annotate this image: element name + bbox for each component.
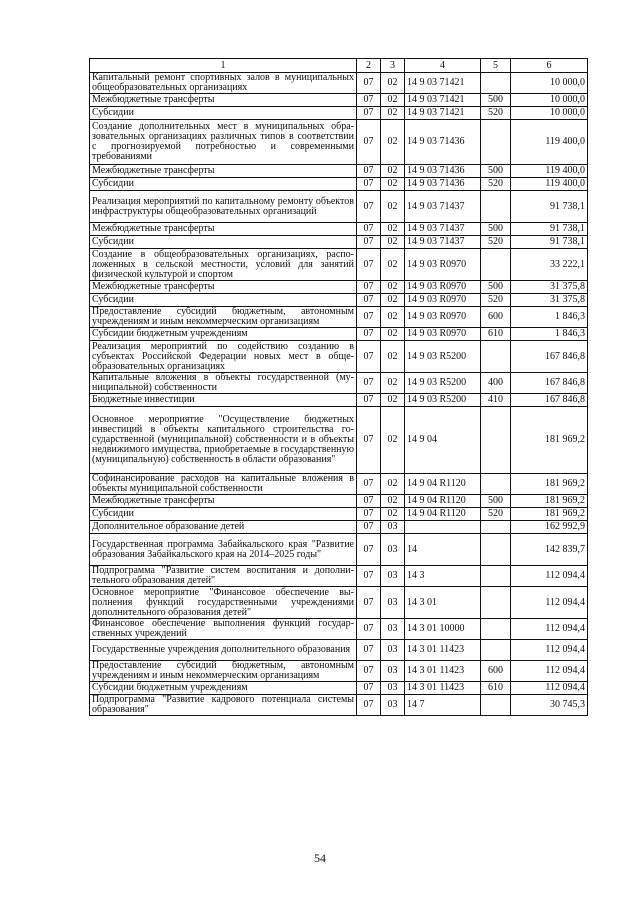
row-amount-cell: 112 094,4 [511,682,588,695]
table-row [90,474,588,495]
row-section-cell: 07 [357,495,381,508]
row-section-cell: 07 [357,407,381,474]
row-expense-type-cell: 400 [481,373,511,394]
row-amount-cell: 10 000,0 [511,94,588,107]
row-expense-type-cell [481,191,511,223]
row-amount-cell: 119 400,0 [511,120,588,165]
row-name-cell: Субсидии [90,508,357,521]
row-expense-type-cell [481,474,511,495]
row-section-cell: 07 [357,281,381,294]
row-subsection-cell: 03 [381,695,405,716]
row-amount-cell: 1 846,3 [511,307,588,328]
row-expense-type-cell: 500 [481,223,511,236]
table-row [90,508,588,521]
row-section-cell: 07 [357,394,381,407]
table-row [90,587,588,619]
row-name-cell: Субсидии бюджетным учреждениям [90,328,357,341]
row-name-cell: Создание дополнительных мест в муниципальных образовательных организациях различных типов в соответствии с прогнозируемой потребностью и современными требованиями [90,120,357,165]
row-expense-type-cell [481,640,511,661]
row-name-cell: Финансовое обеспечение выполнения функций государственных учреждений [90,619,357,640]
row-subsection-cell: 02 [381,294,405,307]
row-name-cell: Межбюджетные трансферты [90,281,357,294]
table-row [90,178,588,191]
row-section-cell: 07 [357,474,381,495]
header-col-3: 3 [381,59,405,73]
row-expense-type-cell [481,534,511,566]
row-amount-cell: 167 846,8 [511,341,588,373]
row-target-code-cell: 14 3 01 [405,587,481,619]
row-subsection-cell: 02 [381,178,405,191]
row-subsection-cell: 02 [381,281,405,294]
row-expense-type-cell: 500 [481,281,511,294]
row-section-cell: 07 [357,307,381,328]
row-subsection-cell: 03 [381,682,405,695]
row-section-cell: 07 [357,73,381,94]
row-target-code-cell: 14 9 03 R5200 [405,394,481,407]
row-section-cell: 07 [357,178,381,191]
row-name-cell: Предоставление субсидий бюджетным, автономным учреждениям и иным некоммерческим организациям [90,661,357,682]
row-section-cell: 07 [357,341,381,373]
row-target-code-cell: 14 3 01 11423 [405,640,481,661]
table-row [90,165,588,178]
row-subsection-cell: 02 [381,328,405,341]
row-expense-type-cell: 500 [481,94,511,107]
row-subsection-cell: 03 [381,640,405,661]
row-amount-cell: 181 969,2 [511,474,588,495]
row-section-cell: 07 [357,236,381,249]
table-row [90,495,588,508]
row-expense-type-cell [481,566,511,587]
row-target-code-cell: 14 9 03 71421 [405,107,481,120]
row-expense-type-cell [481,341,511,373]
row-name-cell: Государственная программа Забайкальского края "Развитие образования Забайкальского края на 2014–2025 годы" [90,534,357,566]
row-amount-cell: 162 992,9 [511,521,588,534]
row-section-cell: 07 [357,661,381,682]
row-expense-type-cell [481,407,511,474]
row-section-cell: 07 [357,223,381,236]
table-row [90,695,588,716]
row-name-cell: Создание в общеобразовательных организациях, расположенных в сельской местности, условий для занятий физической культурой и спортом [90,249,357,281]
row-name-cell: Основное мероприятие "Финансовое обеспечение выполнения функций государственными учреждениями дополнительного образования детей" [90,587,357,619]
table-row [90,294,588,307]
row-amount-cell: 1 846,3 [511,328,588,341]
row-subsection-cell: 02 [381,341,405,373]
row-expense-type-cell: 520 [481,508,511,521]
row-name-cell: Межбюджетные трансферты [90,94,357,107]
row-section-cell: 07 [357,521,381,534]
row-section-cell: 07 [357,94,381,107]
row-amount-cell: 181 969,2 [511,508,588,521]
row-expense-type-cell: 520 [481,107,511,120]
row-section-cell: 07 [357,373,381,394]
row-name-cell: Субсидии [90,236,357,249]
row-expense-type-cell: 610 [481,328,511,341]
row-amount-cell: 10 000,0 [511,107,588,120]
row-expense-type-cell: 600 [481,661,511,682]
row-target-code-cell: 14 3 [405,566,481,587]
row-subsection-cell: 02 [381,223,405,236]
row-section-cell: 07 [357,534,381,566]
row-target-code-cell: 14 9 03 71436 [405,178,481,191]
row-name-cell: Реализация мероприятий по содействию созданию в субъектах Российской Федерации новых мест в общеобразовательных организациях [90,341,357,373]
row-section-cell: 07 [357,165,381,178]
table-row [90,249,588,281]
row-section-cell: 07 [357,107,381,120]
row-amount-cell: 119 400,0 [511,165,588,178]
row-target-code-cell [405,521,481,534]
row-target-code-cell: 14 9 04 R1120 [405,508,481,521]
row-target-code-cell: 14 9 03 71436 [405,165,481,178]
row-target-code-cell: 14 3 01 11423 [405,682,481,695]
table-row [90,328,588,341]
row-expense-type-cell: 600 [481,307,511,328]
row-subsection-cell: 02 [381,407,405,474]
row-name-cell: Капитальные вложения в объекты государственной (муниципальной) собственности [90,373,357,394]
table-row [90,281,588,294]
table-row [90,307,588,328]
row-section-cell: 07 [357,587,381,619]
row-amount-cell: 181 969,2 [511,407,588,474]
row-section-cell: 07 [357,328,381,341]
table-row [90,120,588,165]
row-amount-cell: 31 375,8 [511,294,588,307]
row-name-cell: Государственные учреждения дополнительного образования [90,640,357,661]
row-subsection-cell: 02 [381,249,405,281]
row-target-code-cell: 14 9 03 71437 [405,191,481,223]
row-target-code-cell: 14 9 03 R5200 [405,373,481,394]
row-section-cell: 07 [357,682,381,695]
row-section-cell: 07 [357,120,381,165]
row-name-cell: Предоставление субсидий бюджетным, автономным учреждениям и иным некоммерческим организациям [90,307,357,328]
row-amount-cell: 112 094,4 [511,566,588,587]
row-section-cell: 07 [357,249,381,281]
table-row [90,394,588,407]
row-amount-cell: 30 745,3 [511,695,588,716]
header-col-2: 2 [357,59,381,73]
row-expense-type-cell: 520 [481,294,511,307]
row-amount-cell: 10 000,0 [511,73,588,94]
page-number: 54 [314,851,326,865]
row-target-code-cell: 14 9 03 R0970 [405,281,481,294]
table-row [90,94,588,107]
row-amount-cell: 142 839,7 [511,534,588,566]
table-row [90,566,588,587]
table-row [90,73,588,94]
row-amount-cell: 112 094,4 [511,661,588,682]
row-target-code-cell: 14 9 03 71421 [405,73,481,94]
row-section-cell: 07 [357,566,381,587]
row-subsection-cell: 02 [381,474,405,495]
row-target-code-cell: 14 9 03 R0970 [405,294,481,307]
row-expense-type-cell [481,249,511,281]
row-subsection-cell: 03 [381,619,405,640]
row-target-code-cell: 14 9 03 R0970 [405,328,481,341]
table-row [90,407,588,474]
row-section-cell: 07 [357,508,381,521]
table-row [90,521,588,534]
row-subsection-cell: 03 [381,521,405,534]
row-target-code-cell: 14 9 03 R0970 [405,249,481,281]
row-amount-cell: 33 222,1 [511,249,588,281]
row-expense-type-cell [481,521,511,534]
row-target-code-cell: 14 9 04 R1120 [405,474,481,495]
row-target-code-cell: 14 9 03 R0970 [405,307,481,328]
table-row [90,191,588,223]
row-expense-type-cell: 520 [481,236,511,249]
row-expense-type-cell [481,587,511,619]
row-name-cell: Межбюджетные трансферты [90,495,357,508]
budget-table [89,58,588,716]
row-name-cell: Субсидии [90,178,357,191]
row-name-cell: Подпрограмма "Развитие кадрового потенциала системы образования" [90,695,357,716]
row-amount-cell: 91 738,1 [511,223,588,236]
row-subsection-cell: 02 [381,236,405,249]
row-section-cell: 07 [357,619,381,640]
row-expense-type-cell [481,695,511,716]
row-amount-cell: 167 846,8 [511,394,588,407]
row-subsection-cell: 02 [381,191,405,223]
row-amount-cell: 181 969,2 [511,495,588,508]
row-section-cell: 07 [357,294,381,307]
row-subsection-cell: 02 [381,307,405,328]
row-subsection-cell: 03 [381,534,405,566]
row-expense-type-cell: 500 [481,165,511,178]
row-target-code-cell: 14 9 03 71437 [405,223,481,236]
row-name-cell: Бюджетные инвестиции [90,394,357,407]
row-name-cell: Капитальный ремонт спортивных залов в муниципальных общеобразовательных организациях [90,73,357,94]
row-name-cell: Софинансирование расходов на капитальные вложения в объекты муниципальной собственности [90,474,357,495]
row-name-cell: Дополнительное образование детей [90,521,357,534]
row-subsection-cell: 02 [381,73,405,94]
row-amount-cell: 91 738,1 [511,236,588,249]
table-row [90,236,588,249]
row-target-code-cell: 14 9 04 [405,407,481,474]
table-row [90,661,588,682]
table-row [90,534,588,566]
row-expense-type-cell: 610 [481,682,511,695]
row-expense-type-cell [481,619,511,640]
row-subsection-cell: 02 [381,94,405,107]
row-amount-cell: 112 094,4 [511,587,588,619]
row-name-cell: Подпрограмма "Развитие систем воспитания и дополнительного образования детей" [90,566,357,587]
row-name-cell: Межбюджетные трансферты [90,165,357,178]
row-subsection-cell: 03 [381,661,405,682]
row-expense-type-cell: 520 [481,178,511,191]
table-row [90,619,588,640]
row-target-code-cell: 14 3 01 10000 [405,619,481,640]
table-row [90,682,588,695]
row-subsection-cell: 02 [381,165,405,178]
table-row [90,107,588,120]
table-header-row [90,59,588,73]
table-row [90,223,588,236]
row-section-cell: 07 [357,191,381,223]
row-target-code-cell: 14 9 04 R1120 [405,495,481,508]
table-row [90,373,588,394]
row-subsection-cell: 02 [381,107,405,120]
row-expense-type-cell [481,120,511,165]
row-target-code-cell: 14 7 [405,695,481,716]
row-subsection-cell: 03 [381,587,405,619]
row-amount-cell: 112 094,4 [511,640,588,661]
row-subsection-cell: 02 [381,120,405,165]
row-expense-type-cell: 410 [481,394,511,407]
header-col-4: 4 [405,59,481,73]
row-amount-cell: 31 375,8 [511,281,588,294]
row-section-cell: 07 [357,695,381,716]
header-col-5: 5 [481,59,511,73]
row-subsection-cell: 02 [381,495,405,508]
row-amount-cell: 119 400,0 [511,178,588,191]
row-subsection-cell: 02 [381,373,405,394]
row-target-code-cell: 14 9 03 R5200 [405,341,481,373]
row-name-cell: Основное мероприятие "Осуществление бюджетных инвестиций в объекты капитального строительства государственной (муниципальной) собственности и в объекты недвижимого имущества, приобретаемые в государственную (муниципальную) собственность в области образования" [90,407,357,474]
row-target-code-cell: 14 9 03 71421 [405,94,481,107]
row-name-cell: Субсидии бюджетным учреждениям [90,682,357,695]
row-name-cell: Субсидии [90,294,357,307]
header-col-1: 1 [90,59,357,73]
row-amount-cell: 91 738,1 [511,191,588,223]
row-name-cell: Межбюджетные трансферты [90,223,357,236]
row-expense-type-cell: 500 [481,495,511,508]
row-subsection-cell: 02 [381,394,405,407]
row-subsection-cell: 02 [381,508,405,521]
row-name-cell: Субсидии [90,107,357,120]
row-section-cell: 07 [357,640,381,661]
table-row [90,640,588,661]
row-amount-cell: 112 094,4 [511,619,588,640]
row-subsection-cell: 03 [381,566,405,587]
row-target-code-cell: 14 9 03 71436 [405,120,481,165]
table-row [90,341,588,373]
row-amount-cell: 167 846,8 [511,373,588,394]
row-expense-type-cell [481,73,511,94]
header-col-6: 6 [511,59,588,73]
row-target-code-cell: 14 9 03 71437 [405,236,481,249]
row-target-code-cell: 14 [405,534,481,566]
row-name-cell: Реализация мероприятий по капитальному ремонту объектов инфраструктуры общеобразовательных организаций [90,191,357,223]
row-target-code-cell: 14 3 01 11423 [405,661,481,682]
